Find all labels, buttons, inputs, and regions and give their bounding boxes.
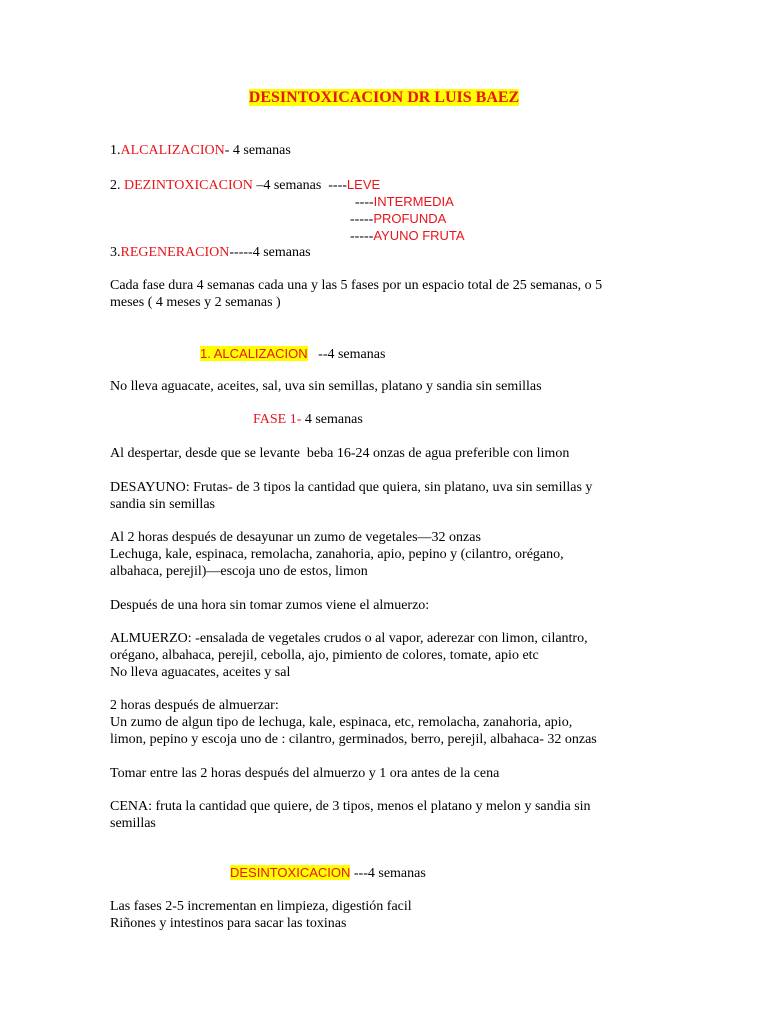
post-almuerzo-line-1: 2 horas después de almuerzar: — [110, 698, 279, 713]
almuerzo-line-3: No lleva aguacates, aceites y sal — [110, 665, 291, 680]
despues-hora-text: Después de una hora sin tomar zumos viene el almuerzo: — [110, 598, 430, 613]
phase-2-line: 2. DEZINTOXICACION –4 semanas ----LEVE — [110, 177, 381, 193]
phase-1-line: 1.ALCALIZACION- 4 semanas — [110, 143, 291, 158]
desintoxicacion-line-1: Las fases 2-5 incrementan en limpieza, digestión facil — [110, 899, 412, 914]
despertar-text: Al despertar, desde que se levante beba 16-24 onzas de agua preferible con limon — [110, 446, 570, 461]
section-alcalizacion-heading: 1. ALCALIZACION --4 semanas — [200, 346, 386, 362]
phase-3-line: 3.REGENERACION-----4 semanas — [110, 245, 311, 260]
phase-2-sub-ayuno: -----AYUNO FRUTA — [350, 228, 465, 244]
alcalizacion-restriction: No lleva aguacate, aceites, sal, uva sin semillas, platano y sandia sin semillas — [110, 379, 542, 394]
section-desintoxicacion-heading: DESINTOXICACION ---4 semanas — [230, 865, 426, 881]
tomar-text: Tomar entre las 2 horas después del almuerzo y 1 ora antes de la cena — [110, 766, 500, 781]
phase-2-sub-profunda: -----PROFUNDA — [350, 211, 447, 227]
post-almuerzo-line-2: Un zumo de algun tipo de lechuga, kale, espinaca, etc, remolacha, zanahoria, apio, — [110, 715, 573, 730]
desayuno-line-1: DESAYUNO: Frutas- de 3 tipos la cantidad que quiera, sin platano, uva sin semillas y — [110, 480, 593, 495]
desintoxicacion-line-2: Riñones y intestinos para sacar las toxinas — [110, 916, 347, 931]
almuerzo-line-2: orégano, albahaca, perejil, cebolla, ajo, pimiento de colores, tomate, apio etc — [110, 648, 539, 663]
zumo-line-2: Lechuga, kale, espinaca, remolacha, zanahoria, apio, pepino y (cilantro, orégano, — [110, 547, 564, 562]
document-title: DESINTOXICACION DR LUIS BAEZ — [248, 89, 520, 106]
cena-line-2: semillas — [110, 816, 156, 831]
zumo-line-3: albahaca, perejil)—escoja uno de estos, limon — [110, 564, 368, 579]
almuerzo-line-1: ALMUERZO: -ensalada de vegetales crudos o al vapor, aderezar con limon, cilantro, — [110, 631, 588, 646]
post-almuerzo-line-3: limon, pepino y escoja uno de : cilantro, germinados, berro, perejil, albahaca- 32 onzas — [110, 732, 597, 747]
fase-1-heading: FASE 1- 4 semanas — [253, 412, 363, 427]
intro-paragraph-line-1: Cada fase dura 4 semanas cada una y las 5 fases por un espacio total de 25 semanas, o 5 — [110, 278, 603, 293]
desayuno-line-2: sandia sin semillas — [110, 497, 215, 512]
phase-2-sub-intermedia: ----INTERMEDIA — [355, 194, 454, 210]
zumo-line-1: Al 2 horas después de desayunar un zumo de vegetales—32 onzas — [110, 530, 481, 545]
intro-paragraph-line-2: meses ( 4 meses y 2 semanas ) — [110, 295, 281, 310]
cena-line-1: CENA: fruta la cantidad que quiere, de 3 tipos, menos el platano y melon y sandia sin — [110, 799, 591, 814]
